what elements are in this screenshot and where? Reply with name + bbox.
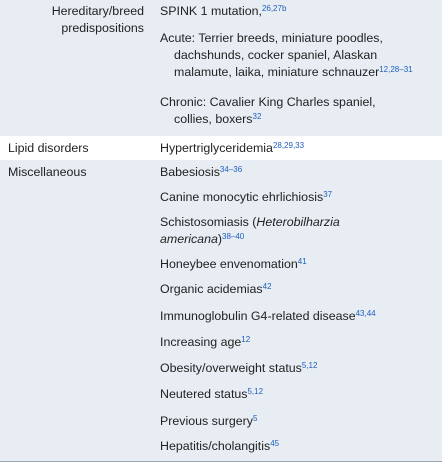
entry-text-line xyxy=(160,64,436,81)
entry-text: malamute, laika, miniature schnauzer xyxy=(174,65,380,79)
misc-entry xyxy=(160,438,436,455)
hereditary-row xyxy=(0,0,442,136)
entry-text: Previous surgery xyxy=(160,414,253,428)
hereditary-entry xyxy=(160,94,436,128)
entry-text: SPINK 1 mutation, xyxy=(160,4,262,18)
entry-text: Increasing age xyxy=(160,335,242,349)
misc-entry xyxy=(160,189,436,206)
entry-text-line xyxy=(160,111,436,128)
entry-text: Schistosomiasis ( xyxy=(160,215,257,229)
misc-entry xyxy=(160,164,436,181)
misc-entry xyxy=(160,334,436,351)
entry-text: Honeybee envenomation xyxy=(160,257,298,271)
reference-superscript: 5 xyxy=(252,414,258,423)
reference-superscript: 34–36 xyxy=(219,165,243,174)
misc-entry xyxy=(160,281,436,298)
reference-superscript: 38–40 xyxy=(222,232,245,241)
entry-text: Canine monocytic ehrlichiosis xyxy=(160,190,324,204)
entry-text: Hypertriglyceridemia xyxy=(160,141,273,155)
reference-superscript: 43,44 xyxy=(355,309,376,318)
reference-superscript: 41 xyxy=(297,257,307,266)
entry-text: Hepatitis/cholangitis xyxy=(160,439,271,453)
reference-superscript: 5,12 xyxy=(247,387,264,396)
hereditary-entry xyxy=(160,3,436,20)
reference-superscript: 32 xyxy=(252,112,262,121)
entry-italic: Heterobilharzia xyxy=(256,215,340,229)
lipid-entry xyxy=(160,140,436,157)
entry-text: dachshunds, cocker spaniel, Alaskan xyxy=(174,48,378,62)
entry-text: Organic acidemias xyxy=(160,282,263,296)
reference-superscript: 37 xyxy=(323,190,333,199)
misc-entry xyxy=(160,386,436,403)
lipid-category: Lipid disorders xyxy=(8,141,89,155)
reference-superscript: 12 xyxy=(241,335,251,344)
hereditary-category xyxy=(6,3,144,37)
misc-entry xyxy=(160,308,436,325)
table-bottom-rule xyxy=(0,461,442,462)
reference-superscript: 28,29,33 xyxy=(272,141,305,150)
category-line: Hereditary/breed xyxy=(51,4,144,18)
misc-entry xyxy=(160,360,436,377)
reference-superscript: 12,28–31 xyxy=(379,65,413,74)
category-line: predispositions xyxy=(61,21,144,35)
entry-text: Chronic: Cavalier King Charles spaniel, xyxy=(160,95,376,109)
misc-entry xyxy=(160,214,436,248)
miscellaneous-row xyxy=(0,160,442,461)
reference-superscript: 5,12 xyxy=(301,361,318,370)
misc-entry xyxy=(160,256,436,273)
entry-text: Obesity/overweight status xyxy=(160,361,302,375)
reference-superscript: 45 xyxy=(270,439,280,448)
miscellaneous-category: Miscellaneous xyxy=(8,165,87,179)
entry-text: Neutered status xyxy=(160,387,248,401)
entry-text: Immunoglobulin G4-related disease xyxy=(160,309,356,323)
entry-text: collies, boxers xyxy=(174,112,253,126)
reference-superscript: 26,27b xyxy=(261,4,287,13)
lipid-row xyxy=(0,136,442,160)
reference-superscript: 42 xyxy=(262,282,272,291)
hereditary-entry xyxy=(160,30,436,81)
entry-text: Acute: Terrier breeds, miniature poodles, xyxy=(160,31,383,45)
entry-text: ) xyxy=(217,232,222,246)
misc-entry xyxy=(160,413,436,430)
entry-text: Babesiosis xyxy=(160,165,220,179)
entry-italic: americana xyxy=(160,232,218,246)
